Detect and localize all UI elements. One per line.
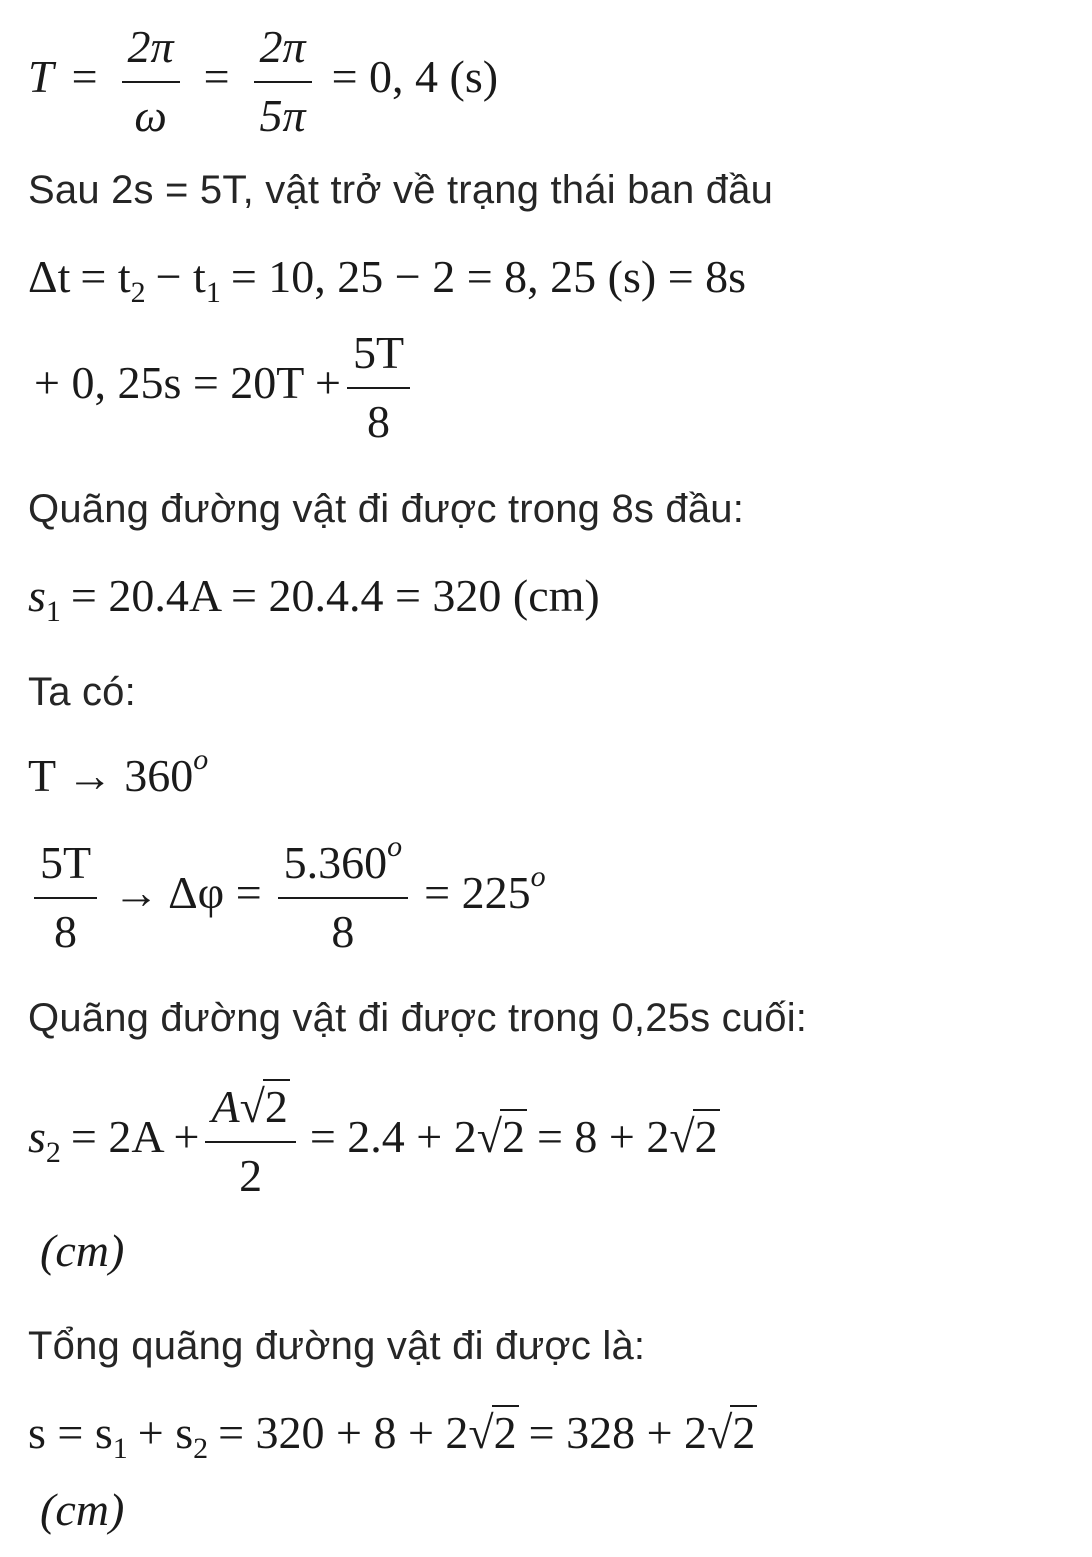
fraction (205, 1082, 295, 1201)
subscript: 1 (112, 1432, 128, 1465)
radicand: 2 (501, 1111, 525, 1163)
math-text: + s (137, 1407, 194, 1458)
math-text: = 0, 4 (s) (331, 51, 499, 103)
subscript: 2 (130, 276, 146, 309)
math-text: = (71, 51, 98, 103)
fraction (347, 328, 410, 447)
radicand: 2 (493, 1407, 517, 1458)
fraction-denominator: 8 (54, 905, 78, 957)
math-text: + 0, 25s = 20T + (34, 357, 341, 409)
math-text: = 8 + 2 (536, 1111, 670, 1163)
equation-delta-t (28, 251, 747, 309)
sqrt: √2 (239, 1081, 288, 1132)
subscript: 2 (45, 1136, 61, 1170)
unit-cm: (cm) (40, 1484, 125, 1535)
math-text: − t (155, 251, 206, 302)
math-text: Δt (28, 251, 71, 302)
math-text: s (28, 1111, 46, 1163)
fraction-denominator: 2 (239, 1149, 263, 1201)
fraction-numerator: A (211, 1081, 240, 1132)
fraction (278, 830, 409, 957)
equation-period (28, 22, 498, 141)
math-text: T (28, 51, 54, 103)
subscript: 1 (45, 595, 61, 628)
math-text: → Δφ = (113, 867, 262, 919)
sqrt: √2 (669, 1111, 718, 1163)
math-text: s = s (28, 1407, 113, 1458)
superscript: o (387, 830, 403, 863)
text-line: Sau 2s = 5T, vật trở về trạng thái ban đầu (28, 168, 774, 212)
fraction-numerator: 2π (122, 22, 180, 83)
equation-delta-phi (28, 830, 546, 957)
subscript: 1 (205, 276, 221, 309)
fraction-numerator: 5T (34, 838, 97, 899)
equation-T-360 (28, 743, 209, 801)
sqrt: √2 (707, 1407, 756, 1458)
math-text: = 225 (424, 867, 531, 919)
math-text: = 20.4A = 20.4.4 = 320 (cm) (70, 570, 600, 621)
fraction-denominator: 8 (331, 905, 355, 957)
superscript: o (193, 743, 209, 776)
radicand: 2 (732, 1407, 756, 1458)
radicand: 2 (694, 1111, 718, 1163)
math-text: = 320 + 8 + 2 (218, 1407, 469, 1458)
equation-s2 (28, 1082, 720, 1201)
fraction (34, 838, 97, 957)
math-text: T → 360 (28, 750, 194, 801)
sqrt: √2 (468, 1407, 517, 1458)
equation-total-s (28, 1407, 757, 1465)
math-text: = 2A + (70, 1111, 200, 1163)
math-text: = 10, 25 − 2 = 8, 25 (s) = 8s (230, 251, 747, 302)
equation-s1 (28, 570, 600, 628)
text-line: Tổng quãng đường vật đi được là: (28, 1324, 646, 1368)
math-text: = 328 + 2 (528, 1407, 708, 1458)
equation-continuation (34, 328, 416, 447)
fraction-numerator: 5.360 (283, 837, 388, 888)
math-text: = (203, 51, 230, 103)
sqrt: √2 (476, 1111, 525, 1163)
fraction-denominator: 8 (367, 395, 391, 447)
fraction-numerator: 5T (347, 328, 410, 389)
unit-cm: (cm) (40, 1225, 125, 1276)
radicand: 2 (264, 1081, 288, 1132)
fraction-denominator: 5π (259, 89, 306, 141)
text-line: Quãng đường vật đi được trong 8s đầu: (28, 487, 745, 531)
fraction (122, 22, 180, 141)
math-text: = t (80, 251, 131, 302)
fraction (254, 22, 312, 141)
text-line: Quãng đường vật đi được trong 0,25s cuối: (28, 996, 808, 1040)
subscript: 2 (193, 1432, 209, 1465)
math-text: s (28, 570, 46, 621)
fraction-numerator: 2π (254, 22, 312, 83)
superscript: o (530, 860, 546, 894)
text-line: Ta có: (28, 670, 136, 714)
fraction-denominator: ω (134, 89, 167, 141)
math-text: = 2.4 + 2 (309, 1111, 477, 1163)
